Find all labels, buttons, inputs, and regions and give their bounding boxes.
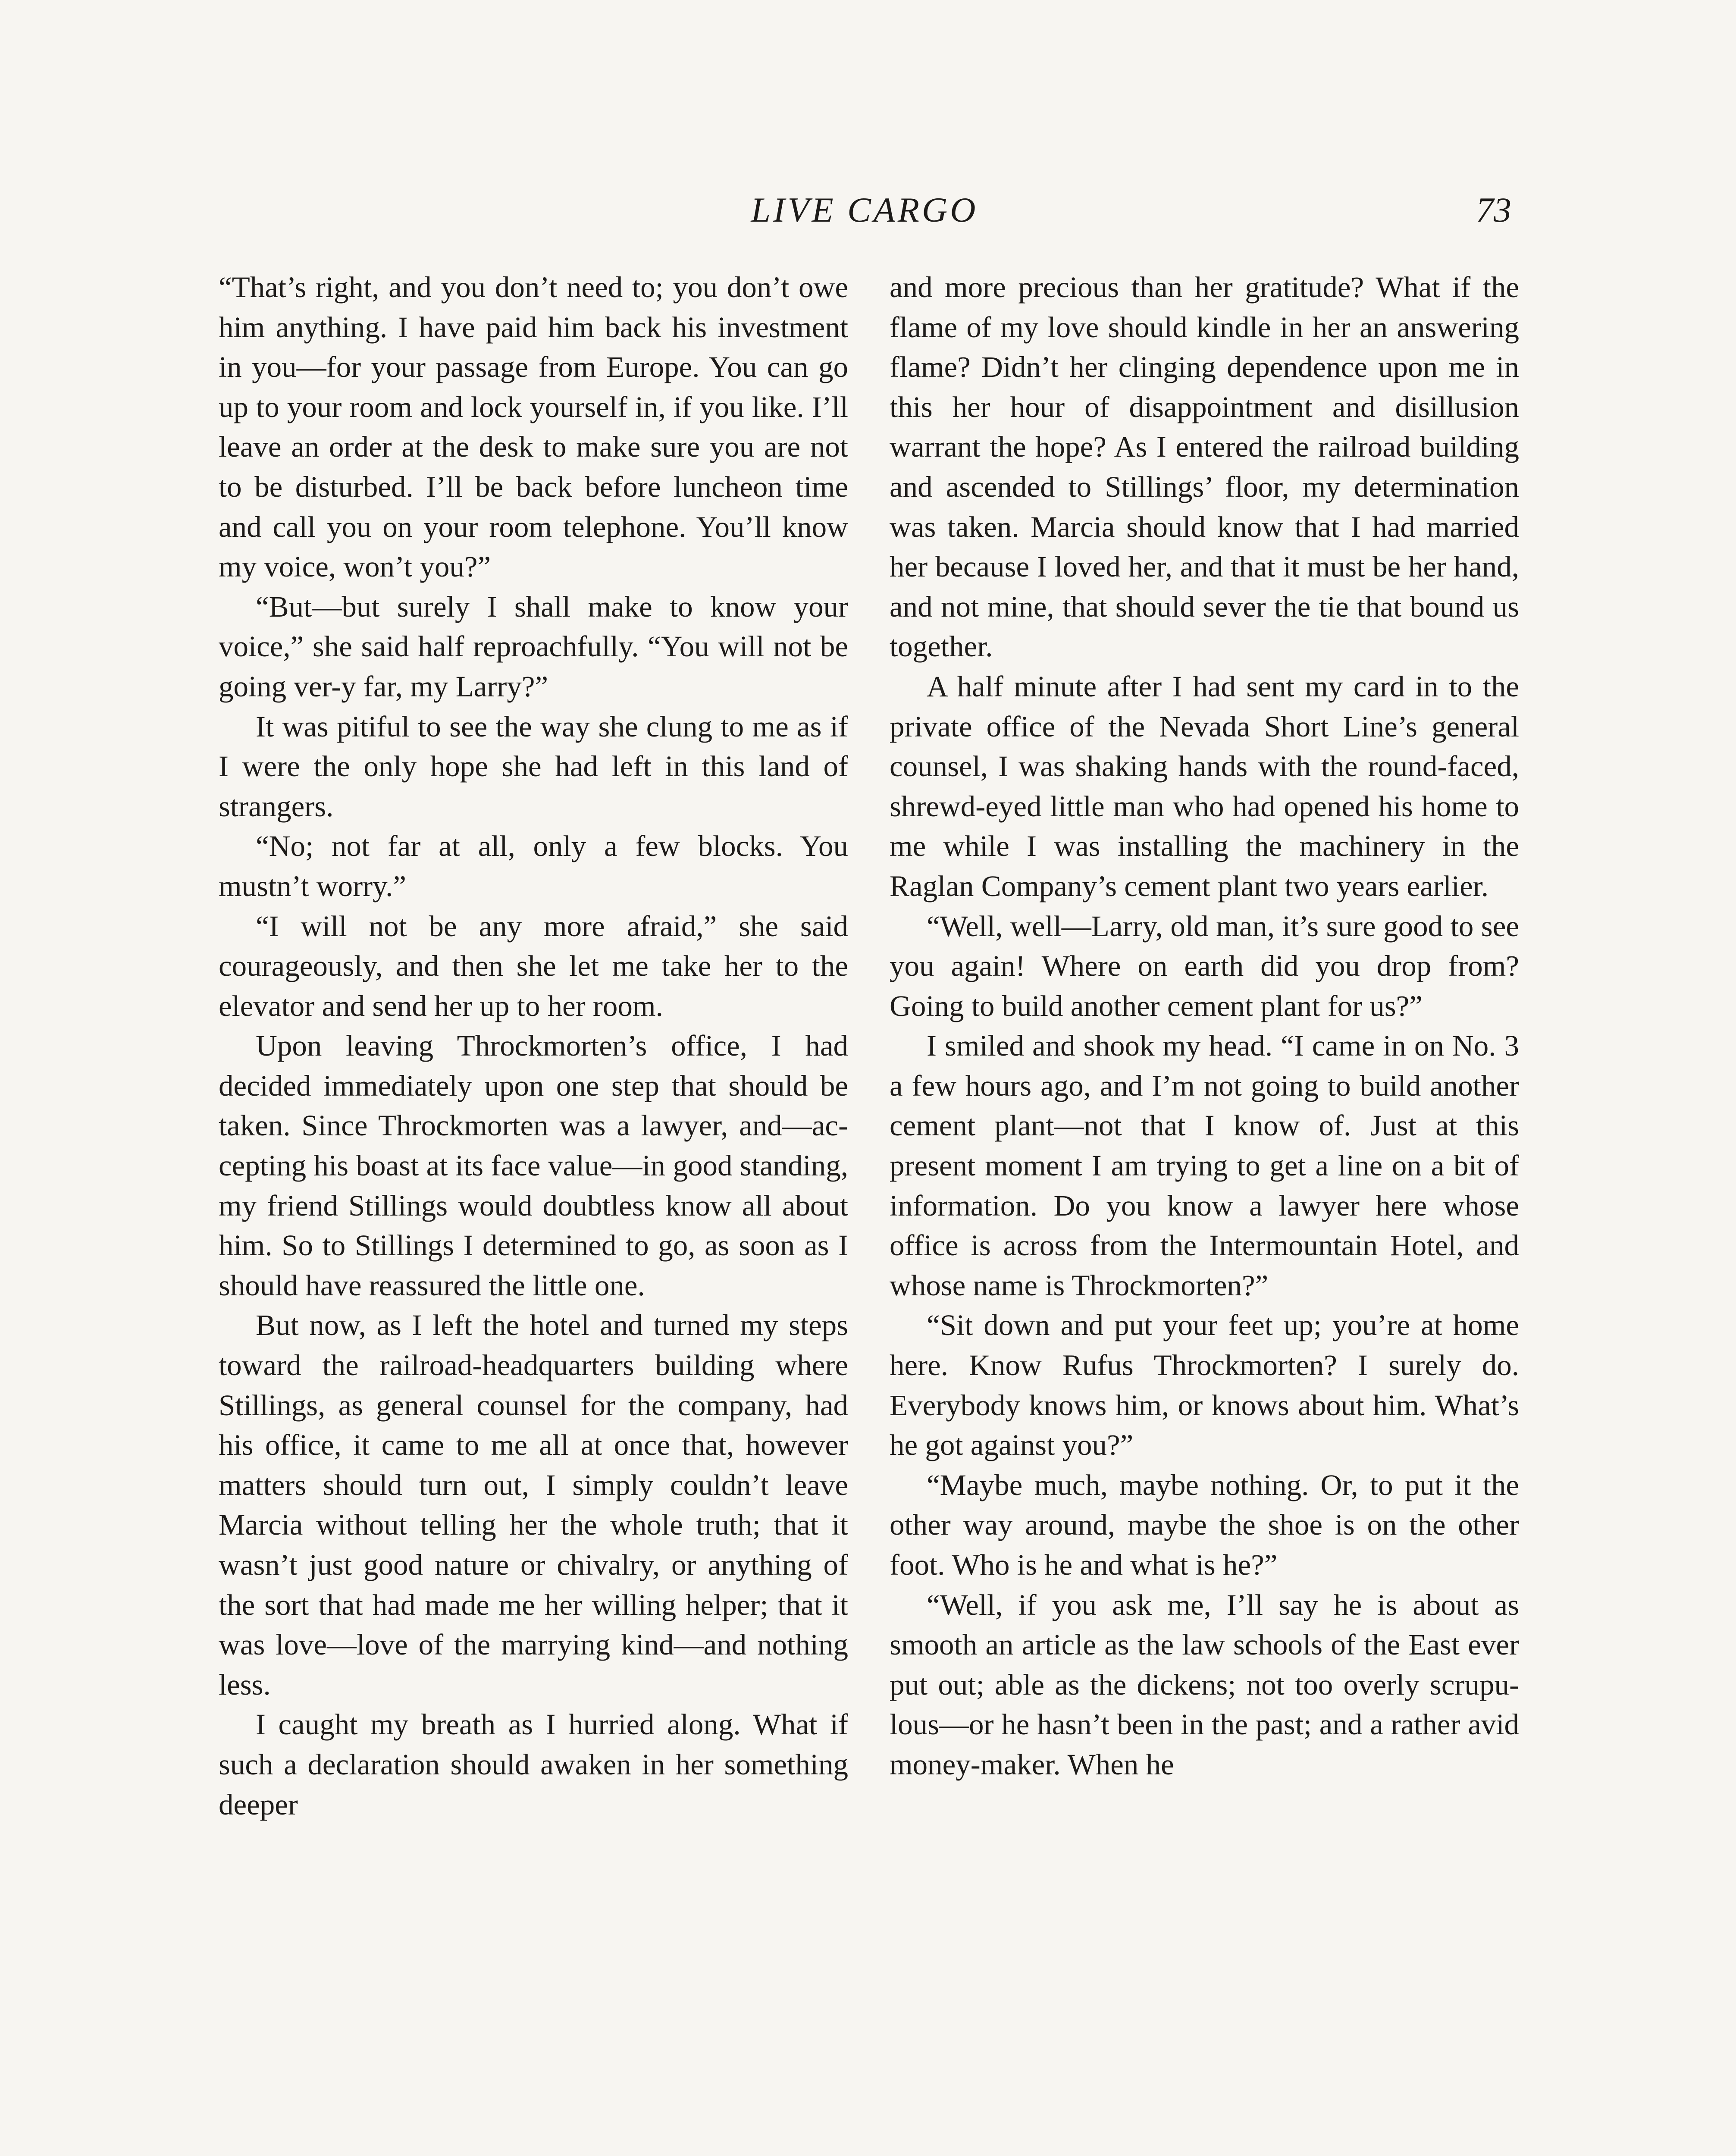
paragraph: “But—but surely I shall make to know your voice,” she said half reproachfully. “You will not be going ver-y far, my Larry?” bbox=[219, 590, 848, 703]
page-header bbox=[218, 190, 1511, 237]
paragraph: But now, as I left the hotel and turned my steps toward the railroad-headquarters building where Stillings, as general counsel for the company, had his office, it came to me all at once that, however matters should turn out, I simply couldn’t leave Marcia without telling her the whole truth; that it wasn’t just good nature or chivalry, or anything of the sort that had made me her willing helper; that it was love—love of the marrying kind—and nothing less. bbox=[219, 1309, 848, 1701]
paragraph: “Well, well—Larry, old man, it’s sure good to see you again! Where on earth did you drop from? Going to build another cement plant for us?” bbox=[890, 909, 1519, 1022]
paragraph: “Sit down and put your feet up; you’re at home here. Know Rufus Throckmorten? I surely do. Everybody knows him, or knows about him. What’s he got against you?” bbox=[890, 1309, 1519, 1462]
right-text-column bbox=[890, 267, 1519, 2156]
paragraph: Upon leaving Throckmorten’s office, I had decided immediately upon one step that should be taken. Since Throckmorten was a lawyer, and—accepting his boast at its face value—in good standing, my friend Stillings would doubtless know all about him. So to Stillings I determined to go, as soon as I should have reassured the little one. bbox=[219, 1029, 848, 1302]
left-text-column bbox=[219, 267, 848, 2156]
paragraph: and more precious than her gratitude? What if the flame of my love should kindle in her an answering flame? Didn’t her clinging dependence upon me in this her hour of disappointment and disillusion warrant the hope? As I entered the railroad building and ascended to Stillings’ floor, my determination was taken. Marcia should know that I had married her because I loved her, and that it must be her hand, and not mine, that should sever the tie that bound us together. bbox=[890, 271, 1519, 663]
paragraph: “Well, if you ask me, I’ll say he is about as smooth an article as the law schools of the East ever put out; able as the dickens; not too overly scrupulous—or he hasn’t been in the past; and a rather avid money-maker. When he bbox=[890, 1588, 1519, 1781]
page-number: 73 bbox=[1476, 190, 1511, 229]
running-title: LIVE CARGO bbox=[751, 190, 978, 229]
paragraph: I caught my breath as I hurried along. What if such a declaration should awaken in her something deeper bbox=[219, 1708, 848, 1821]
paragraph: “That’s right, and you don’t need to; you don’t owe him anything. I have paid him back his investment in you—for your passage from Europe. You can go up to your room and lock yourself in, if you like. I’ll leave an order at the desk to make sure you are not to be disturbed. I’ll be back before luncheon time and call you on your room telephone. You’ll know my voice, won’t you?” bbox=[219, 271, 848, 583]
paragraph: “No; not far at all, only a few blocks. You mustn’t worry.” bbox=[219, 830, 848, 903]
paragraph: I smiled and shook my head. “I came in on No. 3 a few hours ago, and I’m not going to build another cement plant—not that I know of. Just at this present moment I am trying to get a line on a bit of information. Do you know a lawyer here whose office is across from the Intermountain Hotel, and whose name is Throckmorten?” bbox=[890, 1029, 1519, 1302]
paragraph: A half minute after I had sent my card in to the private office of the Nevada Short Line’s general counsel, I was shaking hands with the round-faced, shrewd-eyed little man who had opened his home to me while I was installing the machinery in the Raglan Company’s cement plant two years earlier. bbox=[890, 670, 1519, 903]
paragraph: “I will not be any more afraid,” she said courageously, and then she let me take her to the elevator and send her up to her room. bbox=[219, 909, 848, 1022]
paragraph: It was pitiful to see the way she clung to me as if I were the only hope she had left in this land of strangers. bbox=[219, 710, 848, 823]
paragraph: “Maybe much, maybe nothing. Or, to put it the other way around, maybe the shoe is on the other foot. Who is he and what is he?” bbox=[890, 1468, 1519, 1581]
